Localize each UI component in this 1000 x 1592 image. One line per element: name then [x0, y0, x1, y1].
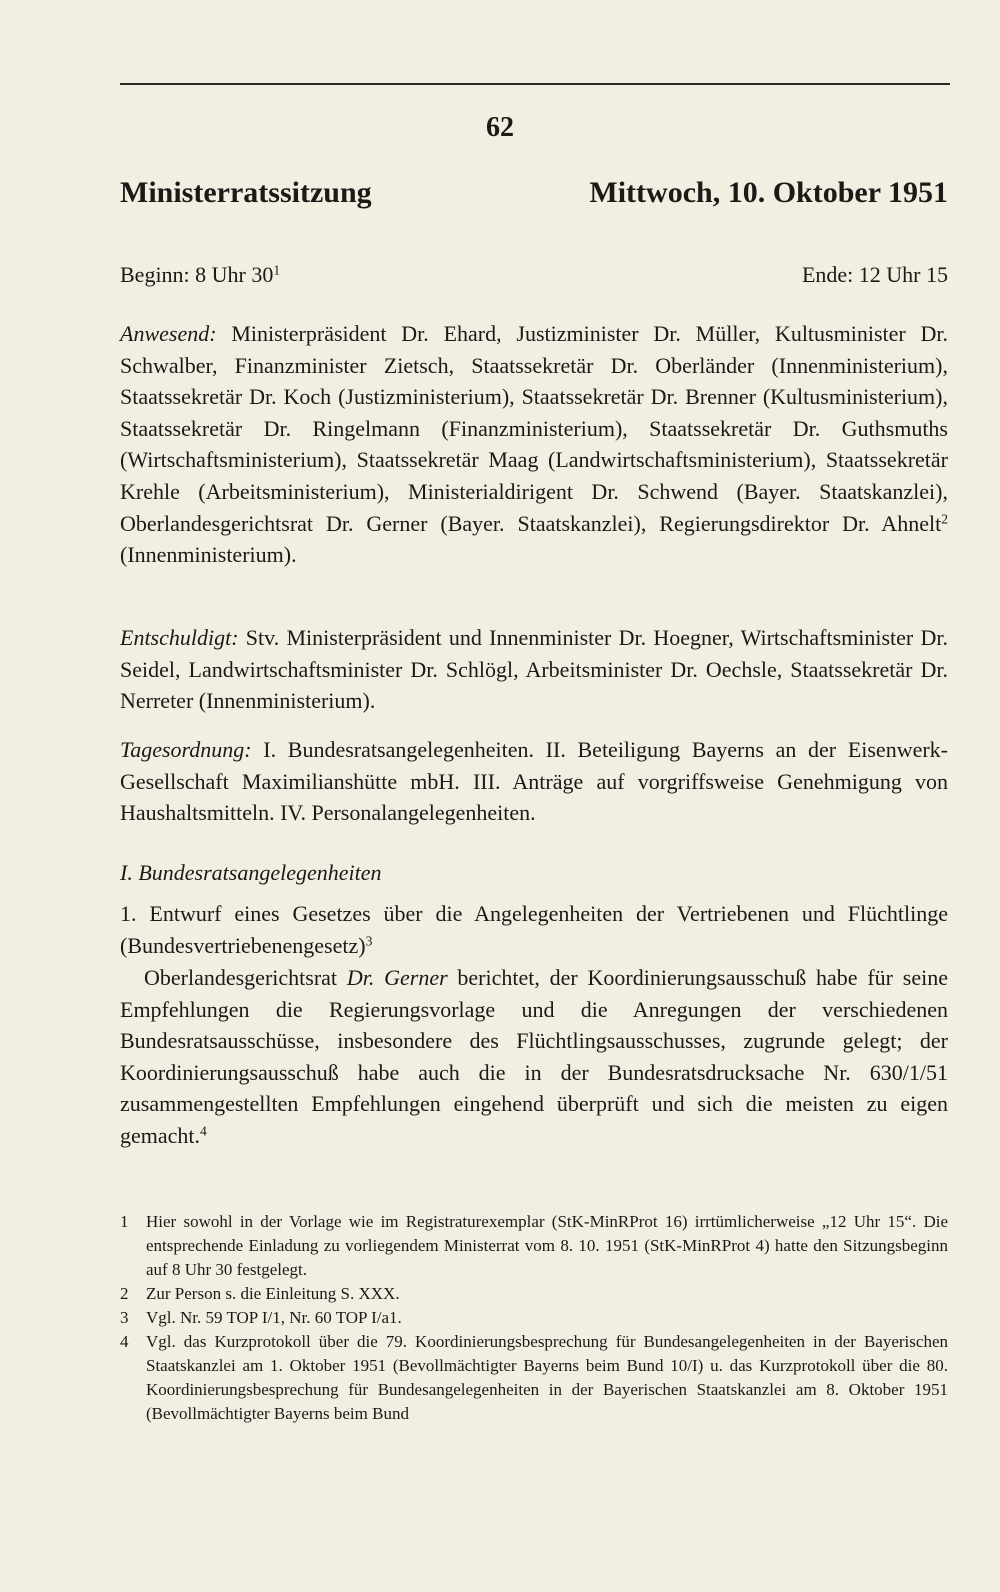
- footnote-ref[interactable]: 1: [273, 262, 281, 278]
- end-time: Ende: 12 Uhr 15: [801, 262, 948, 287]
- footnote-text: Vgl. das Kurzprotokoll über die 79. Koordinierungsbesprechung für Bundesangelegenheiten in der Bayerischen Staatskanzlei am 1. Oktober 1951 (Bevollmächtigter Bayerns beim Bund 10/I) u. das Kurzprotokoll über die 80. Koordinierungsbesprechung für Bundesangelegenheiten in der Bayerischen Staatskanzlei am 8. Oktober 1951 (Bevollmächtigter Bayerns beim Bund: [146, 1332, 948, 1423]
- present-label: Anwesend:: [120, 321, 217, 346]
- footnote: [120, 1282, 948, 1306]
- footnotes: [120, 1210, 948, 1426]
- session-date: Mittwoch, 10. Oktober 1951: [589, 176, 948, 209]
- session-title: Ministerratssitzung: [120, 176, 372, 209]
- footnote-text: Zur Person s. die Einleitung S. XXX.: [146, 1284, 400, 1303]
- speaker-name: Dr. Gerner: [346, 965, 448, 990]
- footnote: [120, 1330, 948, 1426]
- section-title: I. Bundesratsangelegenheiten: [120, 860, 382, 885]
- report-paragraph: Oberlandesgerichtsrat Dr. Gerner berichtet, der Koordinierungsausschuß habe für seine Empfehlungen die Regierungsvorlage und die Anregungen der verschiedenen Bundesratsausschüsse, insbesondere des Flüchtlingsausschusses, zugrunde gelegt; der Koordinierungsausschuß habe auch die in der Bundesratsdrucksache Nr. 630/1/51 zusammengestellten Empfehlungen eingehend überprüft und sich die meisten zu eigen gemacht.$^4$: [120, 965, 948, 1148]
- footnote: [120, 1306, 948, 1330]
- top-rule: [120, 83, 950, 85]
- footnote-ref[interactable]: 2: [941, 511, 948, 527]
- begin-time: Beginn: 8 Uhr $30^1$: [120, 262, 281, 287]
- footnote-number: 4: [120, 1332, 129, 1351]
- page-number: 62: [486, 112, 514, 143]
- agenda: Tagesordnung: I. Bundesratsangelegenheiten. II. Beteiligung Bayerns an der Eisenwerk-Gesellschaft Maximilianshütte mbH. III. Anträge auf vorgriffsweise Genehmigung von Haushaltsmitteln. IV. Personalangelegenheiten.: [120, 737, 948, 826]
- footnote-ref[interactable]: 4: [200, 1123, 207, 1139]
- footnote-number: 1: [120, 1212, 129, 1231]
- agenda-label: Tagesordnung:: [120, 737, 252, 762]
- attendance-present: Anwesend: Ministerpräsident Dr. Ehard, Justizminister Dr. Müller, Kultusminister Dr. Schwalber, Finanzminister Zietsch, Staatssekretär Dr. Oberländer (Innenministerium), Staatssekretär Dr. Koch (Justizministerium), Staatssekretär Dr. Brenner (Kultusministerium), Staatssekretär Dr. Ringelmann (Finanzministerium), Staatssekretär Dr. Guthsmuths (Wirtschaftsministerium), Staatssekretär Maag (Landwirtschaftsministerium), Staatssekretär Krehle (Arbeitsministerium), Ministerialdirigent Dr. Schwend (Bayer. Staatskanzlei), Oberlandesgerichtsrat Dr. Gerner (Bayer. Staatskanzlei), Regierungsdirektor Dr. Ahnelt$^2$ (Innenministerium).: [120, 321, 948, 568]
- footnote-number: 3: [120, 1308, 129, 1327]
- footnote: [120, 1210, 948, 1282]
- attendance-excused: Entschuldigt: Stv. Ministerpräsident und Innenminister Dr. Hoegner, Wirtschaftsminister Dr. Seidel, Landwirtschaftsminister Dr. Schlögl, Arbeitsminister Dr. Oechsle, Staatssekretär Dr. Nerreter (Innenministerium).: [120, 625, 948, 714]
- footnote-text: Hier sowohl in der Vorlage wie im Registraturexemplar (StK-MinRProt 16) irrtümlicherweise „12 Uhr 15“. Die entsprechende Einladung zu vorliegendem Ministerrat vom 8. 10. 1951 (StK-MinRProt 4) hatte den Sitzungsbeginn auf 8 Uhr 30 festgelegt.: [146, 1212, 948, 1279]
- footnote-ref[interactable]: 3: [365, 933, 373, 949]
- excused-label: Entschuldigt:: [120, 625, 239, 650]
- agenda-item: 1. Entwurf eines Gesetzes über die Angelegenheiten der Vertriebenen und Flüchtlinge (Bundesvertriebenengesetz)$^3$: [120, 901, 948, 958]
- footnote-text: Vgl. Nr. 59 TOP I/1, Nr. 60 TOP I/a1.: [146, 1308, 402, 1327]
- footnote-number: 2: [120, 1284, 129, 1303]
